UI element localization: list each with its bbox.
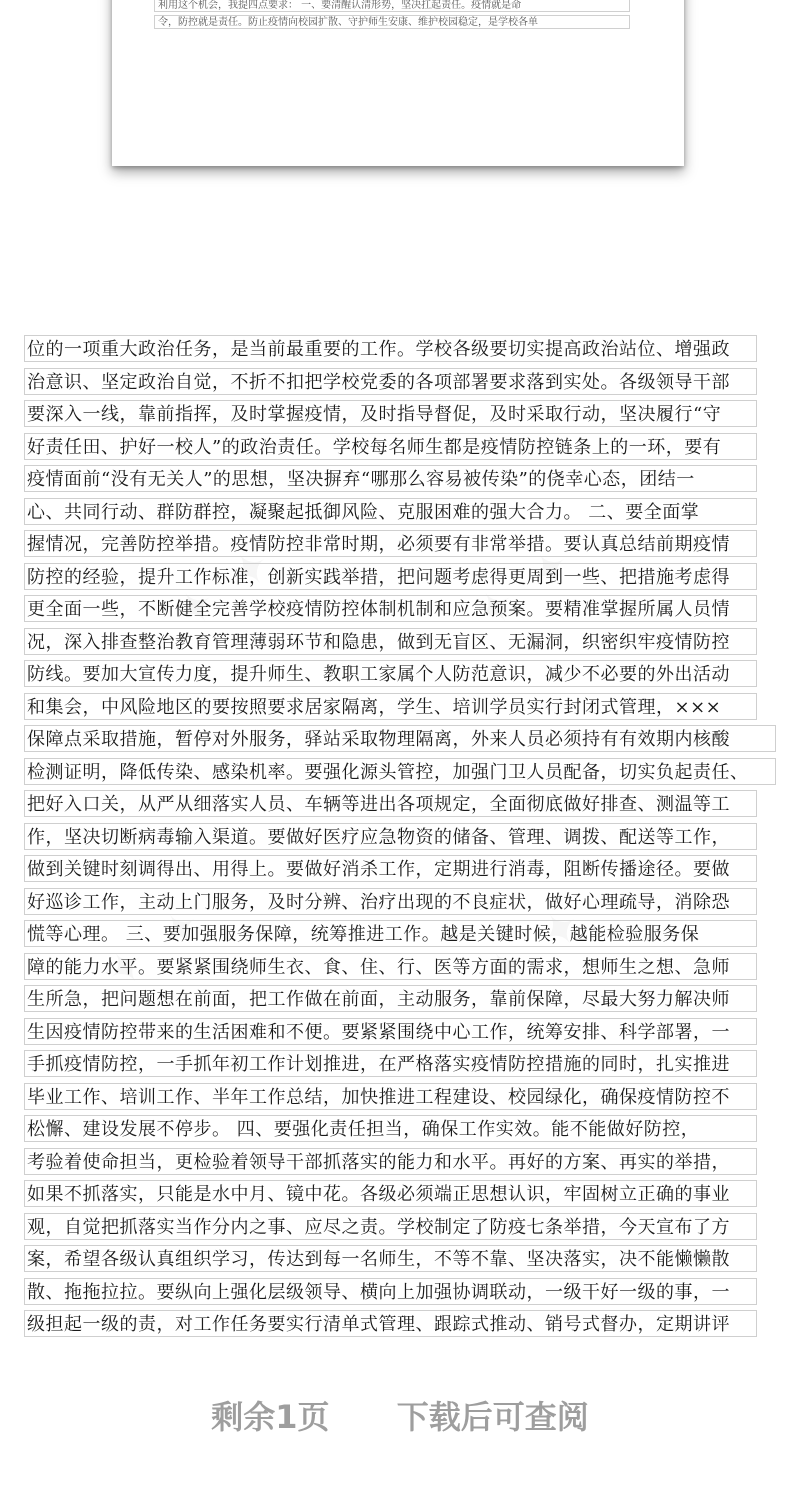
- preview-line: 利用这个机会，我提四点要求： 一、要清醒认清形势，坚决扛起责任。疫情就是命: [154, 0, 630, 12]
- download-notice[interactable]: [0, 1392, 800, 1438]
- document-line: 握情况，完善防控举措。疫情防控非常时期，必须要有非常举措。要认真总结前期疫情: [24, 530, 757, 557]
- document-line: 心、共同行动、群防群控，凝聚起抵御风险、克服困难的强大合力。 二、要全面掌: [24, 498, 757, 525]
- document-line: 考验着使命担当，更检验着领导干部抓落实的能力和水平。再好的方案、再实的举措，: [24, 1148, 757, 1175]
- document-line: 好责任田、护好一校人”的政治责任。学校每名师生都是疫情防控链条上的一环，要有: [24, 433, 757, 460]
- document-line: 更全面一些，不断健全完善学校疫情防控体制机制和应急预案。要精准掌握所属人员情: [24, 595, 757, 622]
- remaining-pages-label: 剩余1页: [211, 1398, 330, 1436]
- document-line: 和集会，中风险地区的要按照要求居家隔离，学生、培训学员实行封闭式管理，×××: [24, 693, 757, 720]
- document-line: 位的一项重大政治任务，是当前最重要的工作。学校各级要切实提高政治站位、增强政: [24, 335, 757, 362]
- document-line: 慌等心理。 三、要加强服务保障，统筹推进工作。越是关键时候，越能检验服务保: [24, 920, 757, 947]
- document-preview-page: [112, 0, 684, 166]
- document-line: 保障点采取措施，暂停对外服务，驿站采取物理隔离，外来人员必须持有有效期内核酸: [24, 725, 776, 752]
- watermark: ✦ ✦: [94, 893, 217, 1001]
- document-line: 疫情面前“没有无关人”的思想，坚决摒弃“哪那么容易被传染”的侥幸心态，团结一: [24, 465, 757, 492]
- document-line: 散、拖拖拉拉。要纵向上强化层级领导、横向上加强协调联动，一级干好一级的事，一: [24, 1278, 757, 1305]
- document-line: 好巡诊工作，主动上门服务，及时分辨、治疗出现的不良症状，做好心理疏导，消除恐: [24, 888, 757, 915]
- watermark: ✦ ✦: [474, 893, 597, 1001]
- document-line: 做到关键时刻调得出、用得上。要做好消杀工作，定期进行消毒，阻断传播途径。要做: [24, 855, 757, 882]
- document-line: 况，深入排查整治教育管理薄弱环节和隐患，做到无盲区、无漏洞，织密织牢疫情防控: [24, 628, 757, 655]
- document-line: 作，坚决切断病毒输入渠道。要做好医疗应急物资的储备、管理、调拨、配送等工作，: [24, 823, 757, 850]
- document-line: 案，希望各级认真组织学习，传达到每一名师生，不等不靠、坚决落实，决不能懒懒散: [24, 1245, 757, 1272]
- document-line: 要深入一线，靠前指挥，及时掌握疫情，及时指导督促，及时采取行动，坚决履行“守: [24, 400, 757, 427]
- watermark: ✦ ✦: [164, 533, 287, 641]
- document-line: 障的能力水平。要紧紧围绕师生衣、食、住、行、医等方面的需求，想师生之想、急师: [24, 953, 757, 980]
- document-line: 观，自觉把抓落实当作分内之事、应尽之责。学校制定了防疫七条举措，今天宣布了方: [24, 1213, 757, 1240]
- document-line: 防控的经验，提升工作标准，创新实践举措，把问题考虑得更周到一些、把措施考虑得: [24, 563, 757, 590]
- document-line: 防线。要加大宣传力度，提升师生、教职工家属个人防范意识，减少不必要的外出活动: [24, 660, 757, 687]
- document-line: 如果不抓落实，只能是水中月、镜中花。各级必须端正思想认识，牢固树立正确的事业: [24, 1180, 757, 1207]
- download-to-view-label[interactable]: 下载后可查阅: [396, 1398, 589, 1436]
- document-body: [24, 335, 784, 1343]
- preview-line: 令，防控就是责任。防止疫情向校园扩散、守护师生安康、维护校园稳定，是学校各单: [154, 15, 630, 29]
- document-line: 生因疫情防控带来的生活困难和不便。要紧紧围绕中心工作，统筹安排、科学部署，一: [24, 1018, 757, 1045]
- document-line: 松懈、建设发展不停步。 四、要强化责任担当，确保工作实效。能不能做好防控，: [24, 1115, 757, 1142]
- watermark: ✦ ✦: [464, 533, 587, 641]
- document-line: 检测证明，降低传染、感染机率。要强化源头管控，加强门卫人员配备，切实负起责任、: [24, 758, 776, 785]
- document-line: 毕业工作、培训工作、半年工作总结，加快推进工程建设、校园绿化，确保疫情防控不: [24, 1083, 757, 1110]
- document-line: 生所急，把问题想在前面，把工作做在前面，主动服务，靠前保障，尽最大努力解决师: [24, 985, 757, 1012]
- document-line: 手抓疫情防控，一手抓年初工作计划推进，在严格落实疫情防控措施的同时，扎实推进: [24, 1050, 757, 1077]
- document-line: 治意识、坚定政治自觉，不折不扣把学校党委的各项部署要求落到实处。各级领导干部: [24, 368, 757, 395]
- document-line: 级担起一级的责，对工作任务要实行清单式管理、跟踪式推动、销号式督办，定期讲评: [24, 1310, 757, 1337]
- document-line: 把好入口关，从严从细落实人员、车辆等进出各项规定，全面彻底做好排查、测温等工: [24, 790, 757, 817]
